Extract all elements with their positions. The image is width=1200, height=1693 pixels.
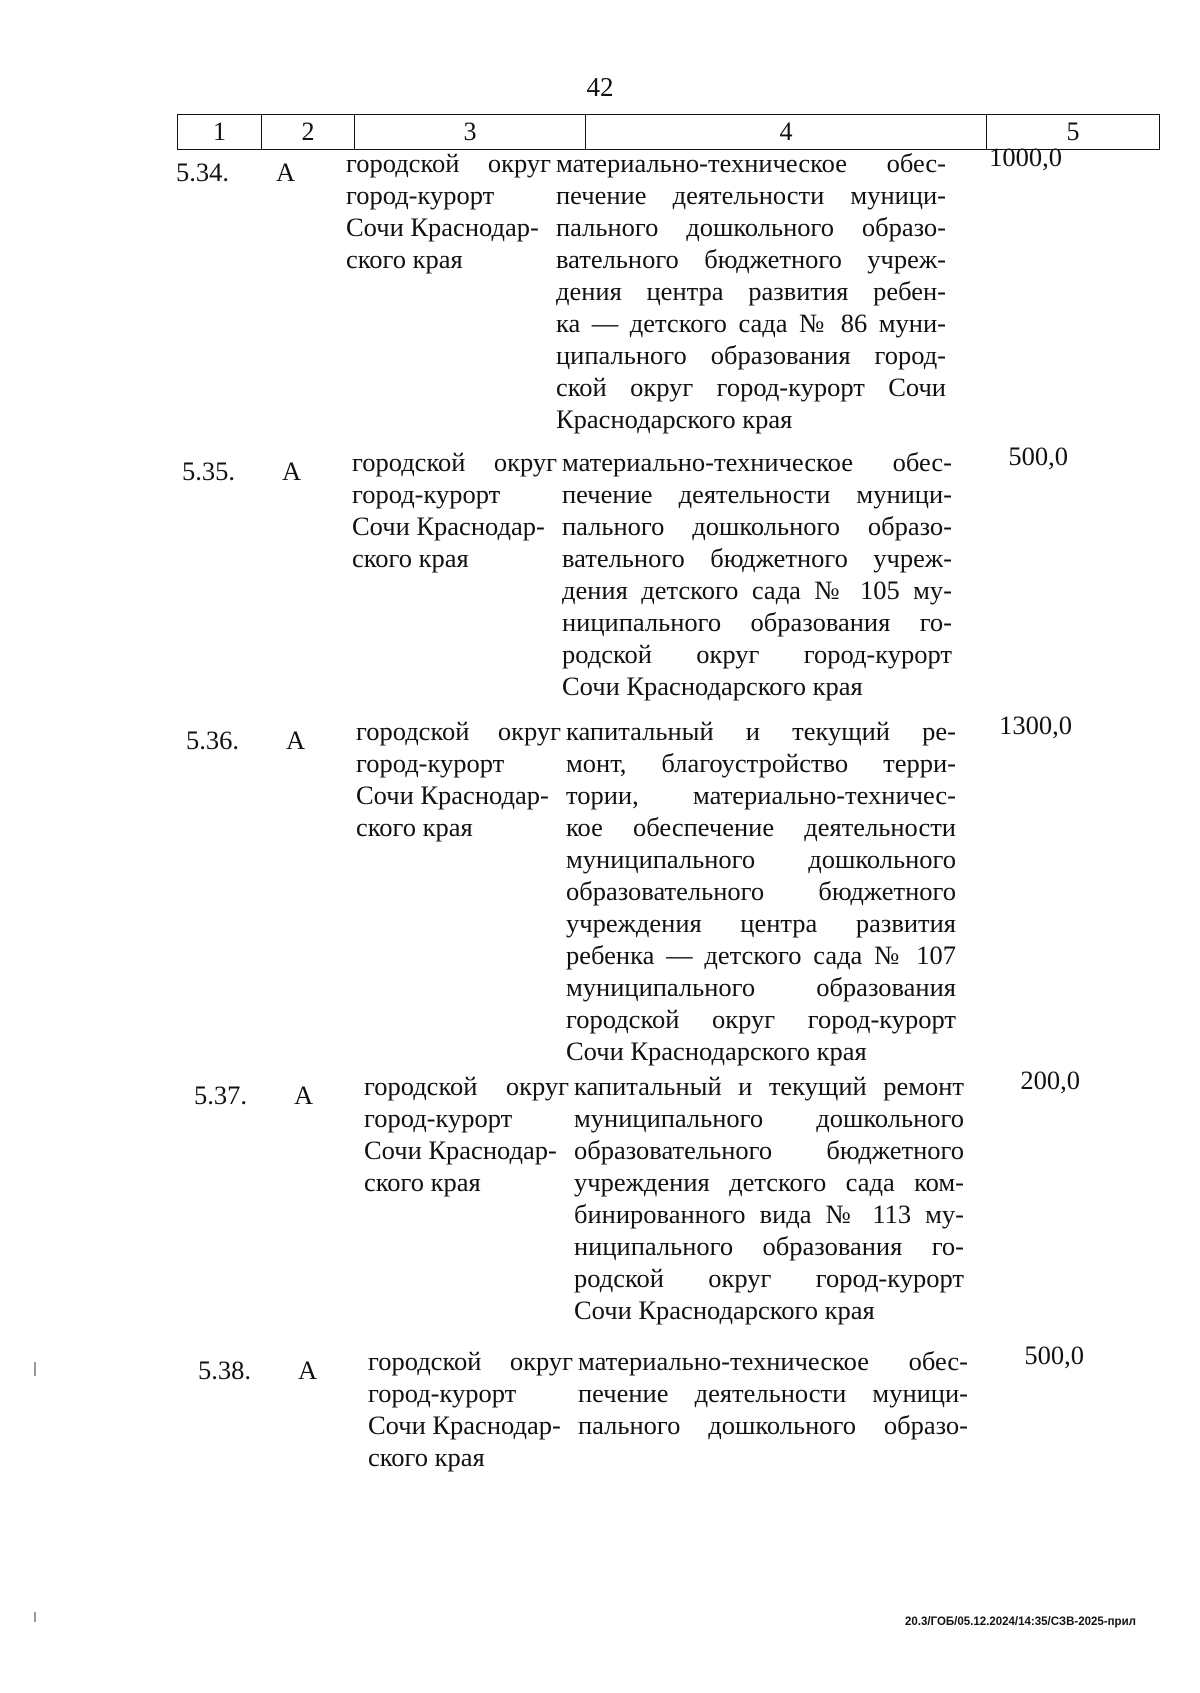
- description-line: кое обеспечение деятельности: [566, 812, 956, 842]
- region-line: город-курорт: [346, 180, 495, 210]
- margin-mark: [34, 1612, 36, 1622]
- description-line: бинированного вида № 113 му-: [574, 1199, 964, 1229]
- description-line: муниципального образования: [566, 972, 956, 1002]
- row-region: [352, 446, 557, 574]
- column-header-1: 1: [178, 115, 262, 150]
- description-line: Сочи Краснодарского края: [574, 1295, 875, 1325]
- description-line: учреждения центра развития: [566, 908, 956, 938]
- region-line: городской округ: [368, 1346, 573, 1376]
- region-line: городской округ: [356, 716, 561, 746]
- row-number: 5.36.: [186, 725, 239, 755]
- description-line: ребенка — детского сада № 107: [566, 940, 956, 970]
- region-line: ского края: [364, 1167, 481, 1197]
- row-number: 5.38.: [198, 1355, 251, 1385]
- description-line: капитальный и текущий ремонт: [574, 1071, 964, 1101]
- row-amount: 500,0: [1024, 1340, 1084, 1370]
- column-header-4: 4: [586, 115, 987, 150]
- description-line: пального дошкольного образо-: [578, 1410, 968, 1440]
- description-line: материально-техническое обес-: [556, 148, 946, 178]
- description-line: материально-техническое обес-: [562, 447, 952, 477]
- description-line: ципального образования город-: [556, 340, 946, 370]
- description-line: дения детского сада № 105 му-: [562, 575, 952, 605]
- region-line: городской округ: [346, 148, 551, 178]
- description-line: ниципального образования го-: [574, 1231, 964, 1261]
- row-number: 5.37.: [194, 1080, 247, 1110]
- region-line: ского края: [346, 244, 463, 274]
- column-header-5: 5: [987, 115, 1160, 150]
- region-line: ского края: [356, 812, 473, 842]
- description-line: капитальный и текущий ре-: [566, 716, 956, 746]
- description-line: Сочи Краснодарского края: [566, 1036, 867, 1066]
- row-type: А: [298, 1355, 318, 1385]
- region-line: Сочи Краснодар-: [356, 780, 549, 810]
- description-line: пального дошкольного образо-: [556, 212, 946, 242]
- region-line: Сочи Краснодар-: [346, 212, 539, 242]
- row-type: А: [282, 456, 302, 486]
- description-line: печение деятельности муници-: [578, 1378, 968, 1408]
- row-region: [364, 1070, 569, 1198]
- row-type: А: [294, 1080, 314, 1110]
- description-line: пального дошкольного образо-: [562, 511, 952, 541]
- row-type: А: [286, 725, 306, 755]
- description-line: дения центра развития ребен-: [556, 276, 946, 306]
- row-number: 5.34.: [176, 157, 229, 187]
- description-line: вательного бюджетного учреж-: [562, 543, 952, 573]
- row-description: [556, 147, 946, 435]
- region-line: ского края: [368, 1442, 485, 1472]
- description-line: муниципального дошкольного: [566, 844, 956, 874]
- column-header-2: 2: [262, 115, 355, 150]
- region-line: город-курорт: [368, 1378, 517, 1408]
- margin-mark: [34, 1362, 36, 1376]
- description-line: родской округ город-курорт: [574, 1263, 964, 1293]
- description-line: печение деятельности муници-: [562, 479, 952, 509]
- description-line: учреждения детского сада ком-: [574, 1167, 964, 1197]
- description-line: Сочи Краснодарского края: [562, 671, 863, 701]
- description-line: Краснодарского края: [556, 404, 793, 434]
- description-line: монт, благоустройство терри-: [566, 748, 956, 778]
- row-amount: 1300,0: [999, 710, 1072, 740]
- page-number: 42: [586, 72, 614, 102]
- region-line: город-курорт: [364, 1103, 513, 1133]
- description-line: вательного бюджетного учреж-: [556, 244, 946, 274]
- description-line: материально-техническое обес-: [578, 1346, 968, 1376]
- region-line: ского края: [352, 543, 469, 573]
- region-line: городской округ: [352, 447, 557, 477]
- region-line: городской округ: [364, 1071, 569, 1101]
- row-description: [562, 446, 952, 702]
- description-line: ской округ город-курорт Сочи: [556, 372, 946, 402]
- footer-document-code: 20.3/ГОБ/05.12.2024/14:35/СЗВ-2025-прил: [905, 1616, 1136, 1628]
- row-region: [368, 1345, 573, 1473]
- description-line: тории, материально-техничес-: [566, 780, 956, 810]
- region-line: Сочи Краснодар-: [368, 1410, 561, 1440]
- row-description: [574, 1070, 964, 1326]
- row-region: [356, 715, 561, 843]
- description-line: ниципального образования го-: [562, 607, 952, 637]
- row-amount: 200,0: [1020, 1065, 1080, 1095]
- row-description: [578, 1345, 968, 1441]
- row-region: [346, 147, 551, 275]
- region-line: город-курорт: [352, 479, 501, 509]
- row-description: [566, 715, 956, 1067]
- description-line: образовательного бюджетного: [566, 876, 956, 906]
- row-amount: 500,0: [1008, 441, 1068, 471]
- description-line: образовательного бюджетного: [574, 1135, 964, 1165]
- description-line: ка — детского сада № 86 муни-: [556, 308, 946, 338]
- row-type: А: [276, 157, 296, 187]
- row-number: 5.35.: [182, 456, 235, 486]
- description-line: городской округ город-курорт: [566, 1004, 956, 1034]
- region-line: Сочи Краснодар-: [364, 1135, 557, 1165]
- region-line: Сочи Краснодар-: [352, 511, 545, 541]
- description-line: муниципального дошкольного: [574, 1103, 964, 1133]
- column-header-3: 3: [355, 115, 586, 150]
- description-line: печение деятельности муници-: [556, 180, 946, 210]
- row-amount: 1000,0: [989, 142, 1062, 172]
- region-line: город-курорт: [356, 748, 505, 778]
- description-line: родской округ город-курорт: [562, 639, 952, 669]
